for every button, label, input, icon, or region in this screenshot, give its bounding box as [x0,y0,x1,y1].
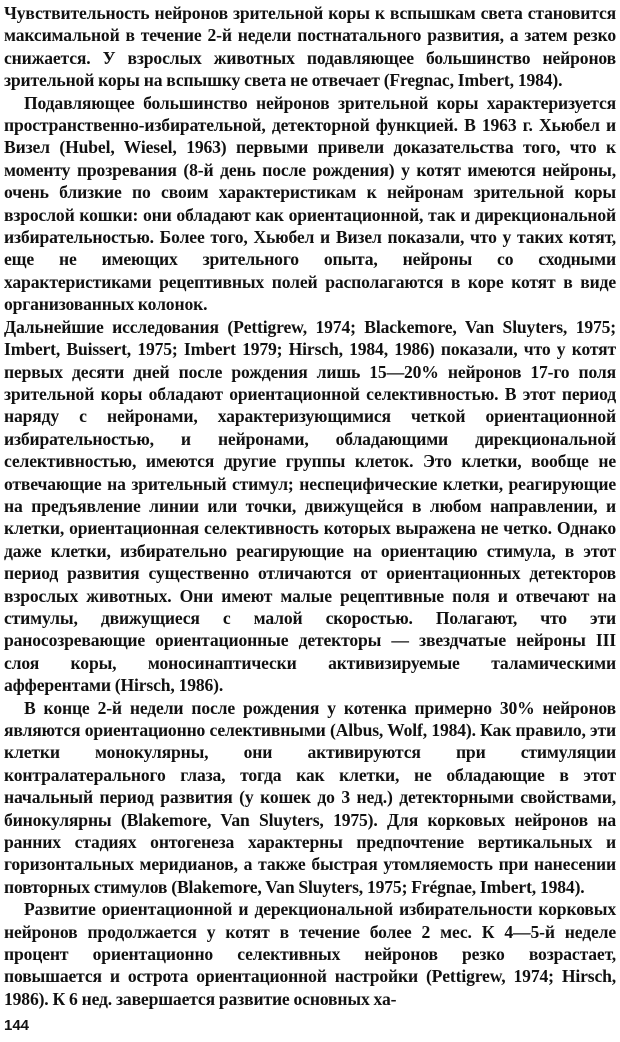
paragraph-1: Чувствительность нейронов зрительной коры к вспышкам света становится максимальной в течение 2-й недели постнатального развития, а затем резко снижается. У взрослых животных подавляющее большинство нейронов зрительной коры на вспышку света не отвечает (Fregnac, Imbert, 1984). [4,3,616,91]
paragraph-2: Подавляющее большинство нейронов зрительной коры характеризуется пространственно-избирательной, детекторной функцией. В 1963 г. Хьюбел и Визел (Hubel, Wiesel, 1963) первыми привели доказательства того, что к моменту прозревания (8-й день после рождения) у котят имеются нейроны, очень близкие по своим характеристикам к нейронам зрительной коры взрослой кошки: они обладают как ориентационной, так и дирекциональной избирательностью. Более того, Хьюбел и Визел показали, что у таких котят, еще не имеющих зрительного опыта, нейроны со сходными характеристиками рецептивных полей располагаются в коре котят в виде организованных колонок. [4,92,616,315]
page-body [4,2,616,1010]
text-column [4,2,616,1010]
paragraph-4: В конце 2-й недели после рождения у котенка примерно 30% нейронов являются ориентационно селективными (Albus, Wolf, 1984). Как правило, эти клетки монокулярны, они активируются при стимуляции контралатерального глаза, тогда как клетки, не обладающие в этот начальный период развития (у кошек до 3 нед.) детекторными свойствами, бинокулярны (Blakemore, Van Sluyters, 1975). Для корковых нейронов на ранних стадиях онтогенеза характерны предпочтение вертикальных и горизонтальных меридианов, а также быстрая утомляемость при нанесении повторных стимулов (Blakemore, Van Sluyters, 1975; Frégnae, Imbert, 1984). [4,697,616,897]
paragraph-5: Развитие ориентационной и дерекциональной избирательности корковых нейронов продолжается у котят в течение более 2 мес. К 4—5-й неделе процент ориентационно селективных нейронов резко возрастает, повышается и острота ориентационной настройки (Pettigrew, 1974; Hirsch, 1986). К 6 нед. завершается развитие основных ха- [4,899,616,1009]
page-number: 144 [4,1017,30,1034]
paragraph-3: Дальнейшие исследования (Pettigrew, 1974; Blackemore, Van Sluyters, 1975; Imbert, Buissert, 1975; Imbert 1979; Hirsch, 1984, 1986) показали, что у котят первых десяти дней после рождения лишь 15—20% нейронов 17-го поля зрительной коры обладают ориентационной селективностью. В этот период наряду с нейронами, характеризующимися четкой ориентационной избирательностью, и нейронами, обладающими дирекциональной селективностью, имеются другие группы клеток. Это клетки, вообще не отвечающие на зрительный стимул; неспецифические клетки, реагирующие на предъявление линии или точки, движущейся в любом направлении, и клетки, ориентационная селективность которых выражена не четко. Однако даже клетки, избирательно реагирующие на ориентацию стимула, в этот период развития существенно отличаются от ориентационных детекторов взрослых животных. Они имеют малые рецептивные поля и отвечают на стимулы, движущиеся с малой скоростью. Полагают, что эти раносозревающие ориентационные детекторы — звездчатые нейроны III слоя коры, моносинаптически активизируемые таламическими афферентами (Hirsch, 1986). [4,316,616,696]
